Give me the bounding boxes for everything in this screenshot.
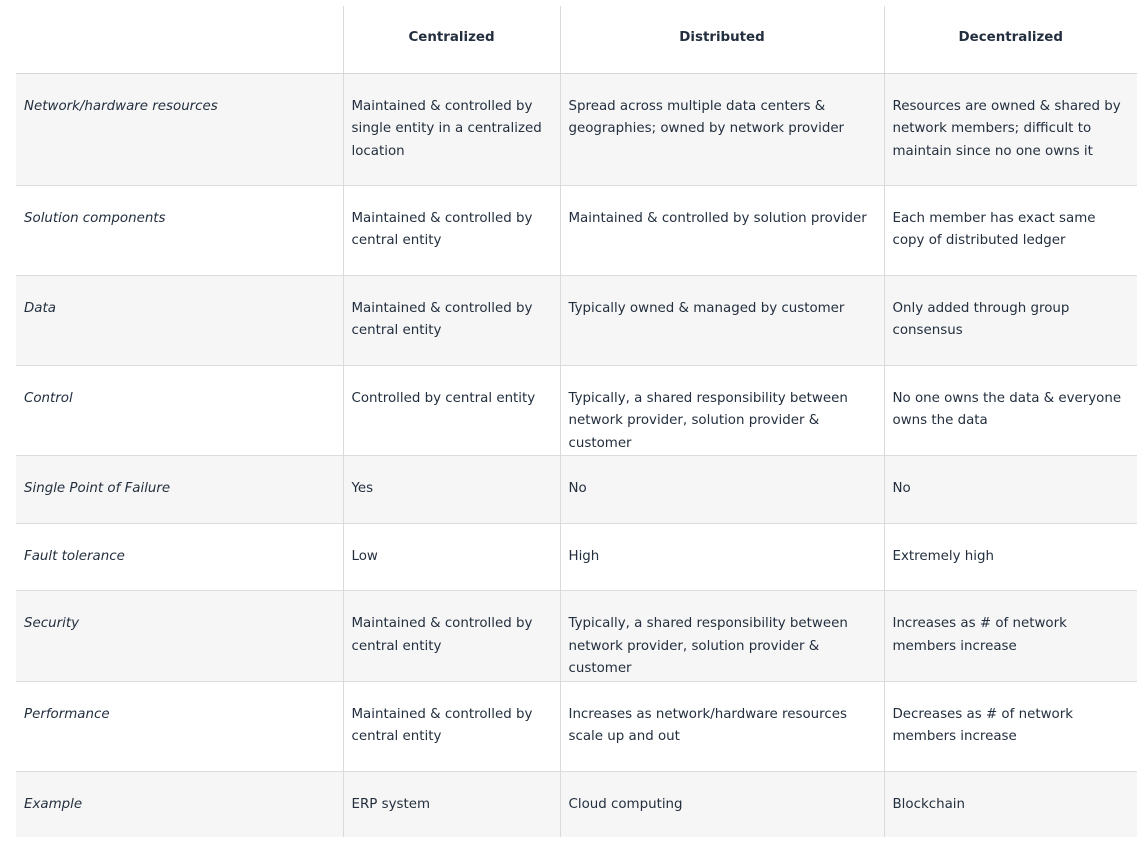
cell-distributed: Increases as network/hardware resources scale up and out [560,681,884,771]
cell-distributed: Typically, a shared responsibility between network provider, solution provider & customer [560,591,884,682]
cell-centralized: ERP system [343,771,560,837]
table-row-data [16,275,1137,365]
cell-centralized: Maintained & controlled by single entity in a centralized location [343,73,560,185]
table-row-network-hardware-resources [16,73,1137,185]
row-label: Control [16,365,343,456]
cell-distributed: Cloud computing [560,771,884,837]
cell-decentralized: No [884,456,1137,524]
row-label: Example [16,771,343,837]
cell-centralized: Yes [343,456,560,524]
cell-centralized: Controlled by central entity [343,365,560,456]
row-label: Data [16,275,343,365]
header-empty-cell [16,6,343,73]
cell-decentralized: No one owns the data & everyone owns the data [884,365,1137,456]
cell-distributed: Typically, a shared responsibility between network provider, solution provider & customer [560,365,884,456]
cell-decentralized: Resources are owned & shared by network members; difficult to maintain since no one owns it [884,73,1137,185]
cell-decentralized: Only added through group consensus [884,275,1137,365]
cell-decentralized: Each member has exact same copy of distributed ledger [884,185,1137,275]
cell-distributed: Maintained & controlled by solution provider [560,185,884,275]
row-label: Fault tolerance [16,524,343,591]
row-label: Network/hardware resources [16,73,343,185]
cell-decentralized: Decreases as # of network members increase [884,681,1137,771]
comparison-table-container [16,6,1137,837]
cell-decentralized: Extremely high [884,524,1137,591]
table-header-row [16,6,1137,73]
table-row-fault-tolerance [16,524,1137,591]
header-distributed: Distributed [560,6,884,73]
table-row-solution-components [16,185,1137,275]
cell-distributed: High [560,524,884,591]
cell-decentralized: Blockchain [884,771,1137,837]
cell-centralized: Maintained & controlled by central entity [343,681,560,771]
cell-centralized: Maintained & controlled by central entity [343,591,560,682]
row-label: Solution components [16,185,343,275]
cell-distributed: Typically owned & managed by customer [560,275,884,365]
table-row-single-point-of-failure [16,456,1137,524]
header-decentralized: Decentralized [884,6,1137,73]
cell-centralized: Maintained & controlled by central entity [343,275,560,365]
comparison-table [16,6,1137,837]
cell-distributed: No [560,456,884,524]
row-label: Single Point of Failure [16,456,343,524]
table-row-performance [16,681,1137,771]
cell-centralized: Low [343,524,560,591]
table-row-example [16,771,1137,837]
row-label: Performance [16,681,343,771]
cell-distributed: Spread across multiple data centers & geographies; owned by network provider [560,73,884,185]
cell-centralized: Maintained & controlled by central entity [343,185,560,275]
cell-decentralized: Increases as # of network members increase [884,591,1137,682]
table-row-control [16,365,1137,456]
header-centralized: Centralized [343,6,560,73]
table-row-security [16,591,1137,682]
row-label: Security [16,591,343,682]
